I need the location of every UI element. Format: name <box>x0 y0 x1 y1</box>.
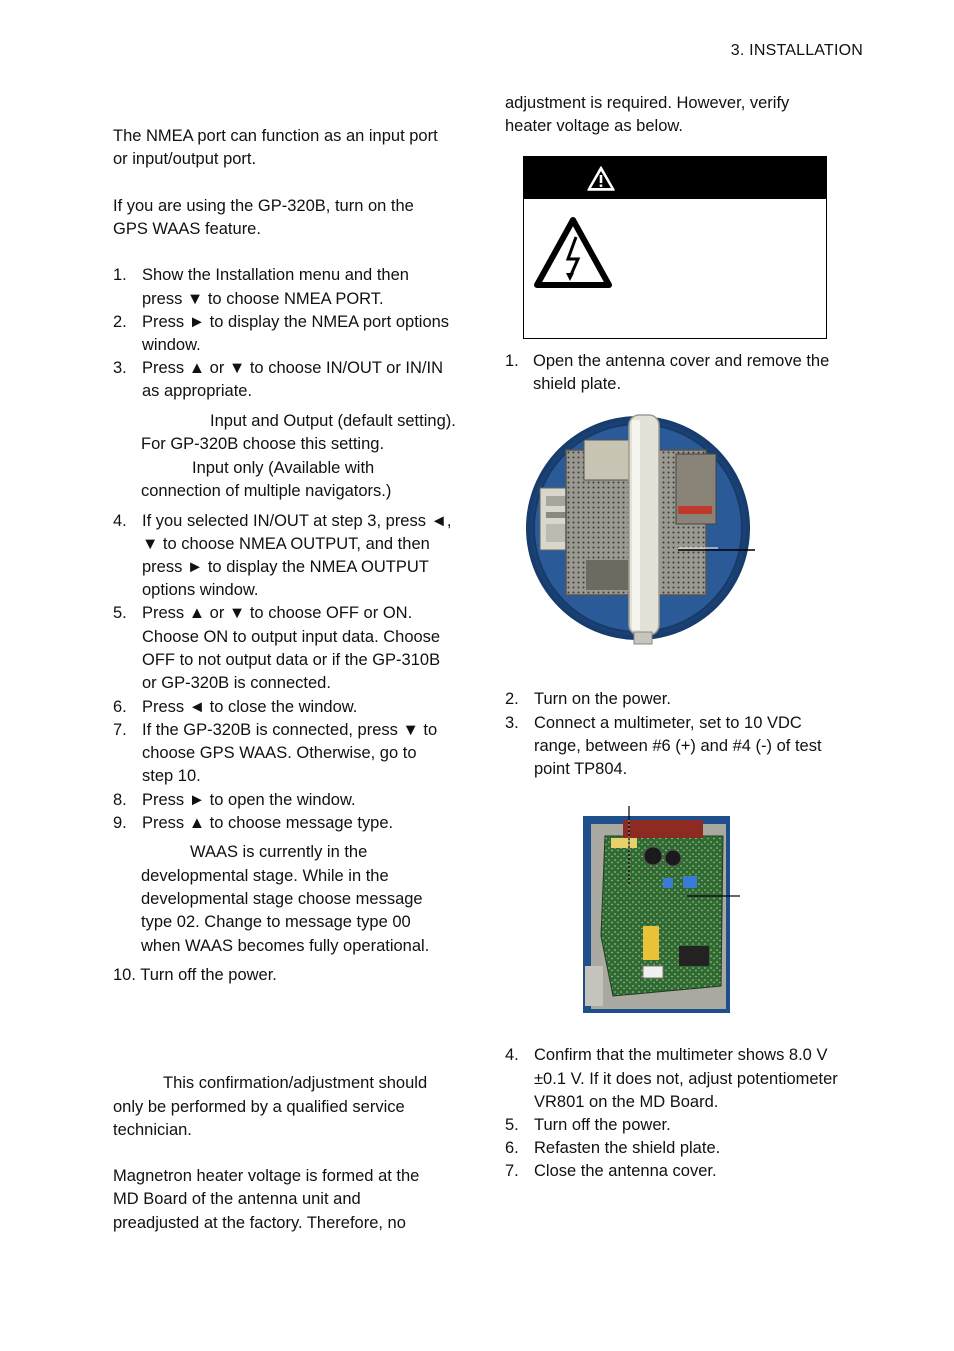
step-text: VR801 on the MD Board. <box>534 1093 719 1111</box>
step-number: 6. <box>113 698 127 716</box>
step-text: press ► to display the NMEA OUTPUT <box>142 558 429 576</box>
paragraph-line: GPS WAAS feature. <box>113 220 261 238</box>
step-text: Open the antenna cover and remove the <box>533 352 830 370</box>
step-text: point TP804. <box>534 760 628 778</box>
step-text: OFF to not output data or if the GP-310B <box>142 651 441 669</box>
step-number: 5. <box>113 604 127 622</box>
note-line: when WAAS becomes fully operational. <box>141 937 430 955</box>
note-line: connection of multiple navigators.) <box>141 482 392 500</box>
step-text: press ▼ to choose NMEA PORT. <box>142 290 384 308</box>
antenna-interior-photo <box>526 410 756 650</box>
step-number: 9. <box>113 814 127 832</box>
step-number: 3. <box>505 714 519 732</box>
list-item: 10. Turn off the power. <box>113 966 277 984</box>
step-text: Press ► to open the window. <box>142 791 356 809</box>
warning-header-bar <box>524 157 826 199</box>
step-text: as appropriate. <box>142 382 253 400</box>
step-number: 5. <box>505 1116 519 1134</box>
note-line: developmental stage. While in the <box>141 867 389 885</box>
step-number: 1. <box>505 352 519 370</box>
step-number: 4. <box>113 512 127 530</box>
callout-lines <box>620 806 760 906</box>
step-text: choose GPS WAAS. Otherwise, go to <box>142 744 417 762</box>
section-header: 3. INSTALLATION <box>730 42 863 59</box>
note-line: WAAS is currently in the <box>190 843 368 861</box>
paragraph-line: If you are using the GP-320B, turn on the <box>113 197 414 215</box>
paragraph-line: or input/output port. <box>113 150 257 168</box>
step-text: Close the antenna cover. <box>534 1162 717 1180</box>
note-line: developmental stage choose message <box>141 890 423 908</box>
step-text: ▼ to choose NMEA OUTPUT, and then <box>142 535 430 553</box>
step-number: 7. <box>113 721 127 739</box>
step-number: 3. <box>113 359 127 377</box>
step-text: range, between #6 (+) and #4 (-) of test <box>534 737 822 755</box>
note-line: type 02. Change to message type 00 <box>141 913 411 931</box>
paragraph-line: Magnetron heater voltage is formed at the <box>113 1167 420 1185</box>
step-text: Press ▲ or ▼ to choose OFF or ON. <box>142 604 413 622</box>
step-number: 4. <box>505 1046 519 1064</box>
step-text: ±0.1 V. If it does not, adjust potentiometer <box>534 1070 838 1088</box>
step-text: Turn on the power. <box>534 690 671 708</box>
step-number: 7. <box>505 1162 519 1180</box>
warning-triangle-icon <box>586 165 616 192</box>
step-number: 2. <box>113 313 127 331</box>
paragraph-line: adjustment is required. However, verify <box>505 94 790 112</box>
paragraph-line: preadjusted at the factory. Therefore, no <box>113 1214 406 1232</box>
step-text: options window. <box>142 581 259 599</box>
step-number: 8. <box>113 791 127 809</box>
step-number: 2. <box>505 690 519 708</box>
step-text: Connect a multimeter, set to 10 VDC <box>534 714 802 732</box>
paragraph-line: heater voltage as below. <box>505 117 683 135</box>
step-text: Press ▲ to choose message type. <box>142 814 394 832</box>
note-line: This confirmation/adjustment should <box>163 1074 428 1092</box>
electric-shock-icon <box>532 215 614 291</box>
step-text: Refasten the shield plate. <box>534 1139 721 1157</box>
step-text: Choose ON to output input data. Choose <box>142 628 441 646</box>
step-text: Confirm that the multimeter shows 8.0 V <box>534 1046 828 1064</box>
paragraph-line: The NMEA port can function as an input port <box>113 127 438 145</box>
note-line: Input only (Available with <box>192 459 375 477</box>
step-text: Press ► to display the NMEA port options <box>142 313 450 331</box>
step-text: Turn off the power. <box>534 1116 671 1134</box>
note-line: Input and Output (default setting). <box>210 412 456 430</box>
step-text: Press ◄ to close the window. <box>142 698 358 716</box>
note-line: technician. <box>113 1121 192 1139</box>
step-text: Press ▲ or ▼ to choose IN/OUT or IN/IN <box>142 359 444 377</box>
step-text: Show the Installation menu and then <box>142 266 409 284</box>
step-text: or GP-320B is connected. <box>142 674 331 692</box>
step-text: window. <box>142 336 201 354</box>
step-text: If you selected IN/OUT at step 3, press ◄, <box>142 512 452 530</box>
note-line: only be performed by a qualified service <box>113 1098 405 1116</box>
paragraph-line: MD Board of the antenna unit and <box>113 1190 361 1208</box>
note-line: For GP-320B choose this setting. <box>141 435 385 453</box>
step-text: shield plate. <box>533 375 622 393</box>
step-number: 1. <box>113 266 127 284</box>
step-text: step 10. <box>142 767 201 785</box>
step-text: If the GP-320B is connected, press ▼ to <box>142 721 438 739</box>
step-number: 6. <box>505 1139 519 1157</box>
warning-box <box>523 156 827 339</box>
